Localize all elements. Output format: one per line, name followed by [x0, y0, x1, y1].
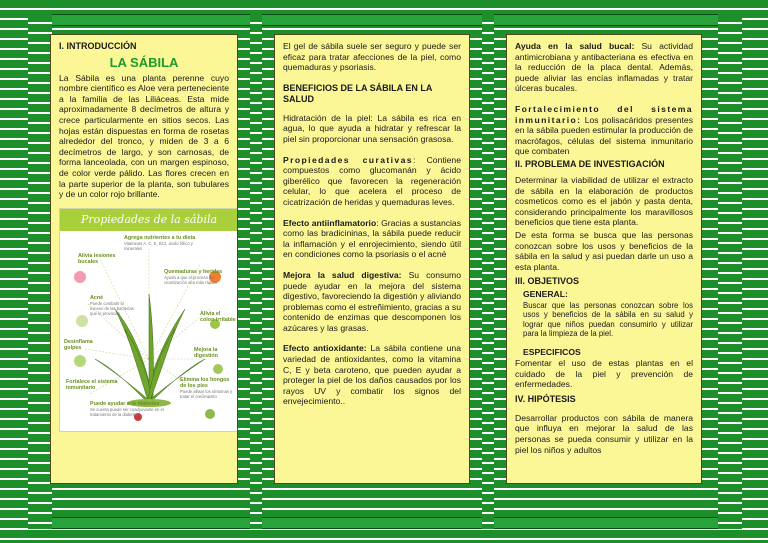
hypothesis-heading: IV. HIPÓTESIS — [515, 393, 576, 404]
label-fungus: Elimina los hongos de los pies Puede aliviar los síntomas y tratar el crecimiento — [180, 376, 233, 399]
panel-research — [506, 34, 702, 484]
left-rail — [28, 14, 52, 529]
label-bruises: Desinflama golpes — [64, 338, 93, 351]
label-colon: Alivia el colon irritable — [200, 310, 236, 323]
general-heading: GENERAL: — [523, 289, 568, 300]
problem-paragraph: Determinar la viabilidad de utilizar el extracto de sábila en la elaboración de productos cosmeticos como es el jabón y pasta denta, considerando principalmente los maravillosos beneficios que tiene esta planta. — [515, 174, 693, 228]
introduction-heading: I. INTRODUCCIÓN — [59, 41, 137, 51]
healing-paragraph: Propiedades curativas: Contiene compuestos como glucomanán y ácido giberélico que favorecen la regeneración celular, lo que acelera el proceso de cicatrización de heridas y quemaduras leves. — [283, 154, 461, 207]
panel-benefits — [274, 34, 470, 484]
hypothesis-paragraph: Desarrollar productos con sábila de manera que influya en mejorar la salud de las personas se pueda consumir y utilizar en la piel los niños y adultos — [515, 412, 693, 455]
general-paragraph: Buscar que las personas conozcan sobre los usos y beneficios de la sábila en su salud y lograr que niños puedan consumirlo y utilizar para la limpieza de la piel. — [523, 300, 693, 339]
problem-heading: II. PROBLEMA DE INVESTIGACIÓN — [515, 158, 665, 169]
gel-paragraph: El gel de sábila suele ser seguro y puede ser eficaz para tratar afecciones de la piel, como quemaduras y psoriasis. — [283, 41, 461, 73]
digestive-paragraph: Mejora la salud digestiva: Su consumo puede ayudar en la mejora del sistema digestivo, favoreciendo la digestión y aliviando problemas como el estreñimiento, gracias a su contenido de enzimas que descomponen los azúcares y las grasas. — [283, 269, 461, 333]
separator-2 — [482, 14, 494, 529]
purpose-paragraph: De esta forma se busca que las personas conozcan sobre los usos y beneficios de la sábila en la salud y asi puedan darle un uso a esta planta. — [515, 229, 693, 272]
antiinflammatory-paragraph: Efecto antiinflamatorio: Gracias a sustancias como las bradicininas, la sábila puede reducir la inflamación y el enrojecimiento, siendo útil en condiciones como la psoriasis o el acné — [283, 217, 462, 260]
right-rail — [718, 14, 742, 529]
label-acne: Acné Puede combatir el exceso de las bacterias que lo provocan — [90, 294, 134, 316]
top-band — [28, 14, 742, 26]
benefits-heading: BENEFICIOS DE LA SÁBILA EN LA SALUD — [283, 82, 433, 104]
label-burns: Quemaduras y heridas Ayuda a que el proceso de cicatrización sea más rápido — [164, 268, 223, 285]
intro-paragraph: La Sábila es una planta perenne cuyo nombre científico es Aloe vera perteneciente a la familia de las Liliáceas. Esta mide aproximadamente 8 decímetros de altura y crece particularmente en sitios secos. Las hojas están dispuestas en forma de rosetas alrededor del tronco, y miden de 3 a 6 decímetros de largo, y son carnosas, de forma lanceolada, con un margen espinoso, de color verde pálido. Las flores crecen en la parte superior de la planta, son tubulares y de un color rojo brillante. — [59, 72, 229, 200]
hydration-paragraph: Hidratación de la piel: La sábila es rica en agua, lo que ayuda a hidratar y refrescar la piel sin proporcionar una sensación grasosa. — [283, 112, 461, 144]
antioxidant-paragraph: Efecto antioxidante: La sábila contiene una variedad de antioxidantes, como la vitamina C, E y beta caroteno, que pueden ayudar a proteger la piel de los daños causados por los rayos UV y combatir los signos del envejecimiento.. — [283, 343, 461, 407]
main-title: LA SÁBILA — [109, 55, 179, 70]
bottom-band — [28, 517, 742, 529]
label-digestion: Mejora la digestión — [194, 346, 218, 359]
objectives-heading: III. OBJETIVOS — [515, 276, 580, 287]
separator-1 — [250, 14, 262, 529]
label-oral-lesions: Alivia lesiones bucales — [78, 252, 116, 265]
label-nutrients: Agrega nutrientes a tu dieta Vitaminas A, C, E, B12, ácido fólico y minerales — [124, 234, 196, 251]
specific-heading: ESPECIFICOS — [523, 346, 581, 357]
label-diabetes: Puede ayudar a la diabetes Se cuenta puede ser coadyuvante en el tratamiento de la diabetes — [90, 400, 164, 417]
specific-paragraph: Fomentar el uso de estas plantas en el cuidado de la piel y prevención de enfermedades. — [515, 358, 693, 390]
oral-health-paragraph: Ayuda en la salud bucal: Su actividad antimicrobiana y antibacteriana es efectiva en la reducción de la placa dental. Además, puede aliviar las encías inflamadas y tratar úlceras bucales. — [515, 41, 693, 94]
label-immune: Fortalece el sistema inmunitario — [66, 378, 118, 391]
infographic-title: Propiedades de la sábila — [60, 209, 238, 231]
panel-introduction — [50, 34, 238, 484]
infographic — [59, 208, 238, 432]
immune-paragraph: Fortalecimiento del sistema inmunitario: Los polisacáridos presentes en la sábila pueden estimular la producción de macrófagos, células del sistema inmunitario que combaten — [515, 103, 693, 157]
